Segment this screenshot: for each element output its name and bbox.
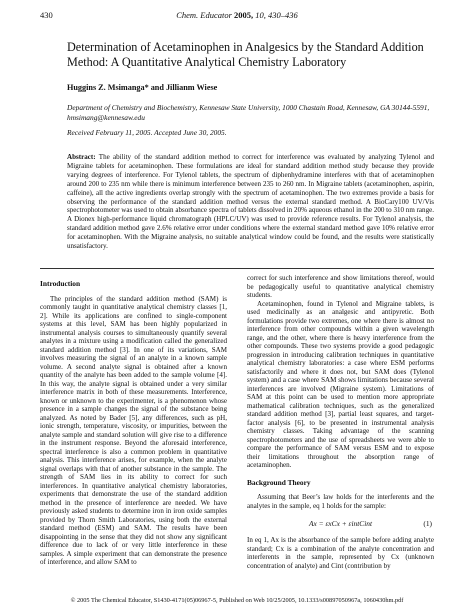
article-title: Determination of Acetaminophen in Analgesics by the Standard Addition Method: A Quantitative Analytical Chemistry Laboratory: [67, 40, 424, 69]
introduction-continued: correct for such interference and show limitations thereof, would be pedagogically useful to quantitative analytical chemistry students.: [247, 274, 434, 299]
author-affiliation: Department of Chemistry and Biochemistry, Kennesaw State University, 1000 Chastain Road, Kennesaw, GA 30144-5591, hmsimang@kennesaw.edu: [67, 103, 430, 122]
introduction-paragraph: The principles of the standard addition method (SAM) is commonly taught in quantitative analytical chemistry classes [1, 2]. While its applications are confined to single-component systems at this level, SAM has been highly popularized in instrumental analysis courses to simultaneously quantify several analytes in a mixture using a modification called the generalized standard addition method [3]. In one of its variations, SAM involves measuring the signal of an analyte in a known sample volume. A second analyte signal is obtained after a known quantity of the analyte has been added to the sample volume [4]. In this way, the analyte signal is obtained under a very similar interference matrix in both of these measurements. Interference, known or unknown to the experimenter, is a phenomenon whose presence in a sample changes the signal of the substance being analyzed. As noted by Bader [5], any differences, such as pH, ionic strength, temperature, viscosity, or impurities, between the analyte sample and standard solution will give rise to a difference in the instrument response. Beyond the aforesaid interference, spectral interference is also a common problem in quantitative analysis. This interference arises, for example, when the analyte signal overlaps with that of another substance in the sample. The strength of SAM lies in its ability to correct for such interferences. In quantitative analytical chemistry laboratories, experiments that demonstrate the use of the standard addition method in the presence of interference are needed. We have previously asked students to determine iron in iron oxide samples provided by Thorn Smith Laboratories, using both the external standard method (ESM) and SAM. The results have been disappointing in the sense that they did not show any significant difference due to lack of or very little interference in these samples. A simple experiment that can demonstrate the presence of interference, and allow SAM to: [40, 294, 227, 566]
background-heading: Background Theory: [247, 477, 311, 487]
abstract: [67, 153, 434, 251]
abstract-text: The ability of the standard addition method to correct for interference was evaluated by analyzing Tylenol and Migraine tablets for acetaminophen. These formulations are ideal for standard addition method study because they provide varying degrees of interference. For Tylenol tablets, the spectrum of diphenhydramine interferes with that of acetaminophen around 200 to 235 nm while there is minimum interference between 235 to 260 nm. In Migraine tablets (acetaminophen, aspirin, caffeine), all the active ingredients overlap strongly with the spectrum of acetaminophen. The two extremes provide a basis for observing the performance of the standard addition method versus the external standard method. A BioCary100 UV/Vis spectrophotometer was used to obtain absorbance spectra of tablets dissolved in 20% aqueous ethanol in the 200 to 310 nm range. A Dionex high-performance liquid chromatograph (HPLC/UV) was used to provide reference results. For Tylenol analysis, the standard addition method gave 2.6% relative error under conditions where the external standard method gave 10% relative error for acetaminophen. With the Migraine analysis, no suitable analytical window could be found, and the results were statistically unsatisfactory.: [67, 153, 434, 251]
journal-volume-pages: 10, 430–436: [253, 10, 298, 20]
right-column: [247, 274, 434, 570]
equation-1: [247, 516, 434, 532]
equation-expression: Ax = εxCx + εintCint: [308, 519, 372, 528]
left-column: [40, 280, 227, 567]
section-divider: [40, 268, 434, 269]
running-head: [40, 10, 434, 22]
abstract-label: Abstract:: [67, 153, 96, 161]
introduction-heading: Introduction: [40, 279, 81, 288]
equation-explanation: In eq 1, Ax is the absorbance of the sample before adding analyte standard; Cx is a combination of the analyte concentration and interferents in the sample, represented by Cx (unknown concentration of analyte) and Cint (contribution by: [247, 536, 434, 570]
journal-citation: [40, 10, 434, 20]
journal-name: Chem. Educator: [176, 10, 235, 20]
background-paragraph: Assuming that Beer’s law holds for the interferents and the analytes in the sample, eq 1 holds for the sample:: [247, 493, 434, 510]
journal-year: 2005,: [234, 10, 254, 20]
acetaminophen-paragraph: Acetaminophen, found in Tylenol and Migraine tablets, is used medicinally as an analgesic and antipyretic. Both formulations provide two extremes, one where there is almost no interference from other compounds within a given wavelength range, and the other, where there is heavy interference from the other compounds. These two systems provide a good pedagogic progression in introducing calibration techniques in quantitative analytical chemistry laboratories: a case where ESM performs satisfactorily and where it does not, but SAM does (Tylenol system) and a case where SAM shows limitations because several interferences are involved (Migraine system). Limitations of SAM at this point can be used to mention more appropriate mathematical calibration techniques, such as the generalized standard addition method [3], partial least squares, and target-factor analysis [6], to be presented in instrumental analysis chemistry classes. Taking advantage of the scanning spectrophotometers and the use of spreadsheets we were able to compare the performance of SAM versus ESM and to expose their limitations throughout the absorption range of acetaminophen.: [247, 299, 434, 469]
page-footer: © 2005 The Chemical Educator, S1430-4171(05)06967-5, Published on Web 10/25/2005, 10.1333/s00897050967a, 1060430hm.pdf: [70, 597, 404, 604]
article-authors: Huggins Z. Msimanga* and Jillianm Wiese: [67, 83, 218, 92]
received-date: Received February 11, 2005. Accepted June 30, 2005.: [67, 128, 227, 137]
page-number: 430: [40, 10, 53, 20]
equation-number: (1): [423, 519, 432, 528]
